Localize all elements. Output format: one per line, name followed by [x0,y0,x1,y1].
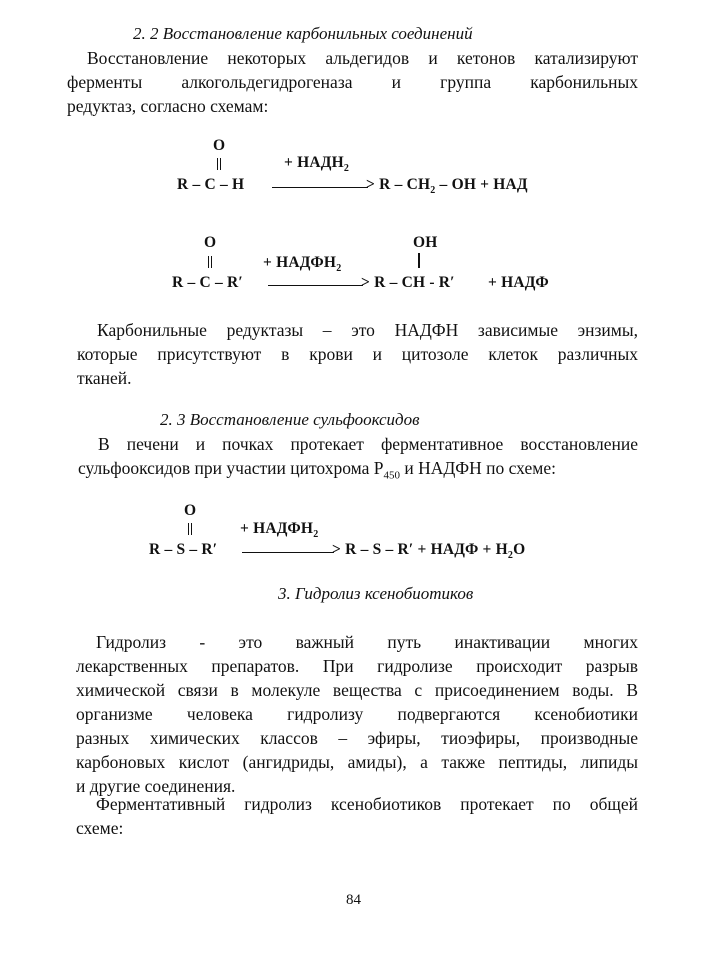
paragraph-hydrolysis [76,630,638,798]
scheme1-reactant: R – C – H [177,176,245,193]
text-line: тканей. [77,368,132,388]
scheme2-single-bond [418,253,420,268]
scheme1-product: > R – $CH_2$ – OH + НАД [366,176,528,197]
text-line: схеме: [76,818,124,838]
scheme3-oxygen: O [184,502,197,519]
scheme1-oxygen: O [213,137,226,154]
scheme2-hydroxyl: OH [413,234,438,251]
paragraph-carbonyl-intro [67,46,638,118]
text-line: В печени и почках протекает ферментативное восстановление [98,434,638,454]
section-heading-2-3: 2. 3 Восстановление сульфооксидов [160,410,420,429]
scheme3-arrow [242,552,334,553]
scheme2-byproduct: + НАДФ [488,274,549,291]
scheme2-double-bond [208,256,212,268]
page-number: 84 [346,892,361,908]
text-line: ферменты алкогольдегидрогеназа и группа карбонильных [67,72,638,92]
text-line: организме человека гидролизу подвергаются ксенобиотики [76,704,638,724]
scheme1-reagent: + $НАДН_2$ [284,154,350,175]
text-line: лекарственных препаратов. При гидролизе происходит разрыв [76,656,638,676]
scheme1-double-bond [217,158,221,170]
section-heading-2-2: 2. 2 Восстановление карбонильных соединений [133,24,473,43]
scheme3-double-bond [188,523,192,535]
paragraph-carbonyl-reductases [77,318,638,390]
scheme2-arrow [268,285,363,286]
text-line: карбоновых кислот (ангидриды, амиды), а также пептиды, липиды [76,752,638,772]
scheme1-arrow [272,187,368,188]
section-heading-3: 3. Гидролиз ксенобиотиков [278,584,474,603]
scheme3-reactant: R – S – R′ [149,541,218,558]
text-line: Карбонильные редуктазы – это НАДФН зависимые энзимы, [97,320,638,340]
scheme3-product: > R – S – R′ + НАДФ + $H_2O$ [332,541,526,562]
scheme3-reagent: + $НАДФН_2$ [240,520,319,541]
text-line: сульфооксидов при участии цитохрома $P_{450}$ и НАДФН по схеме: [78,458,556,482]
text-line: редуктаз, согласно схемам: [67,96,269,116]
text-line: Восстановление некоторых альдегидов и кетонов катализируют [87,48,638,68]
text-line: которые присутствуют в крови и цитозоле клеток различных [77,344,638,364]
text-line: разных химических классов – эфиры, тиоэфиры, производные [76,728,638,748]
scheme2-oxygen: O [204,234,217,251]
scheme2-reactant: R – C – R′ [172,274,243,291]
text-line: Ферментативный гидролиз ксенобиотиков протекает по общей [96,794,638,814]
paragraph-hydrolysis-scheme-intro [76,792,638,840]
paragraph-sulfoxides [78,432,638,488]
text-line: химической связи в молекуле вещества с присоединением воды. В [76,680,638,700]
text-line: и другие соединения. [76,776,236,796]
scheme2-reagent: + $НАДФН_2$ [263,254,342,275]
scheme2-product: > R – CH - R′ [361,274,455,291]
text-line: Гидролиз - это важный путь инактивации многих [96,632,638,652]
